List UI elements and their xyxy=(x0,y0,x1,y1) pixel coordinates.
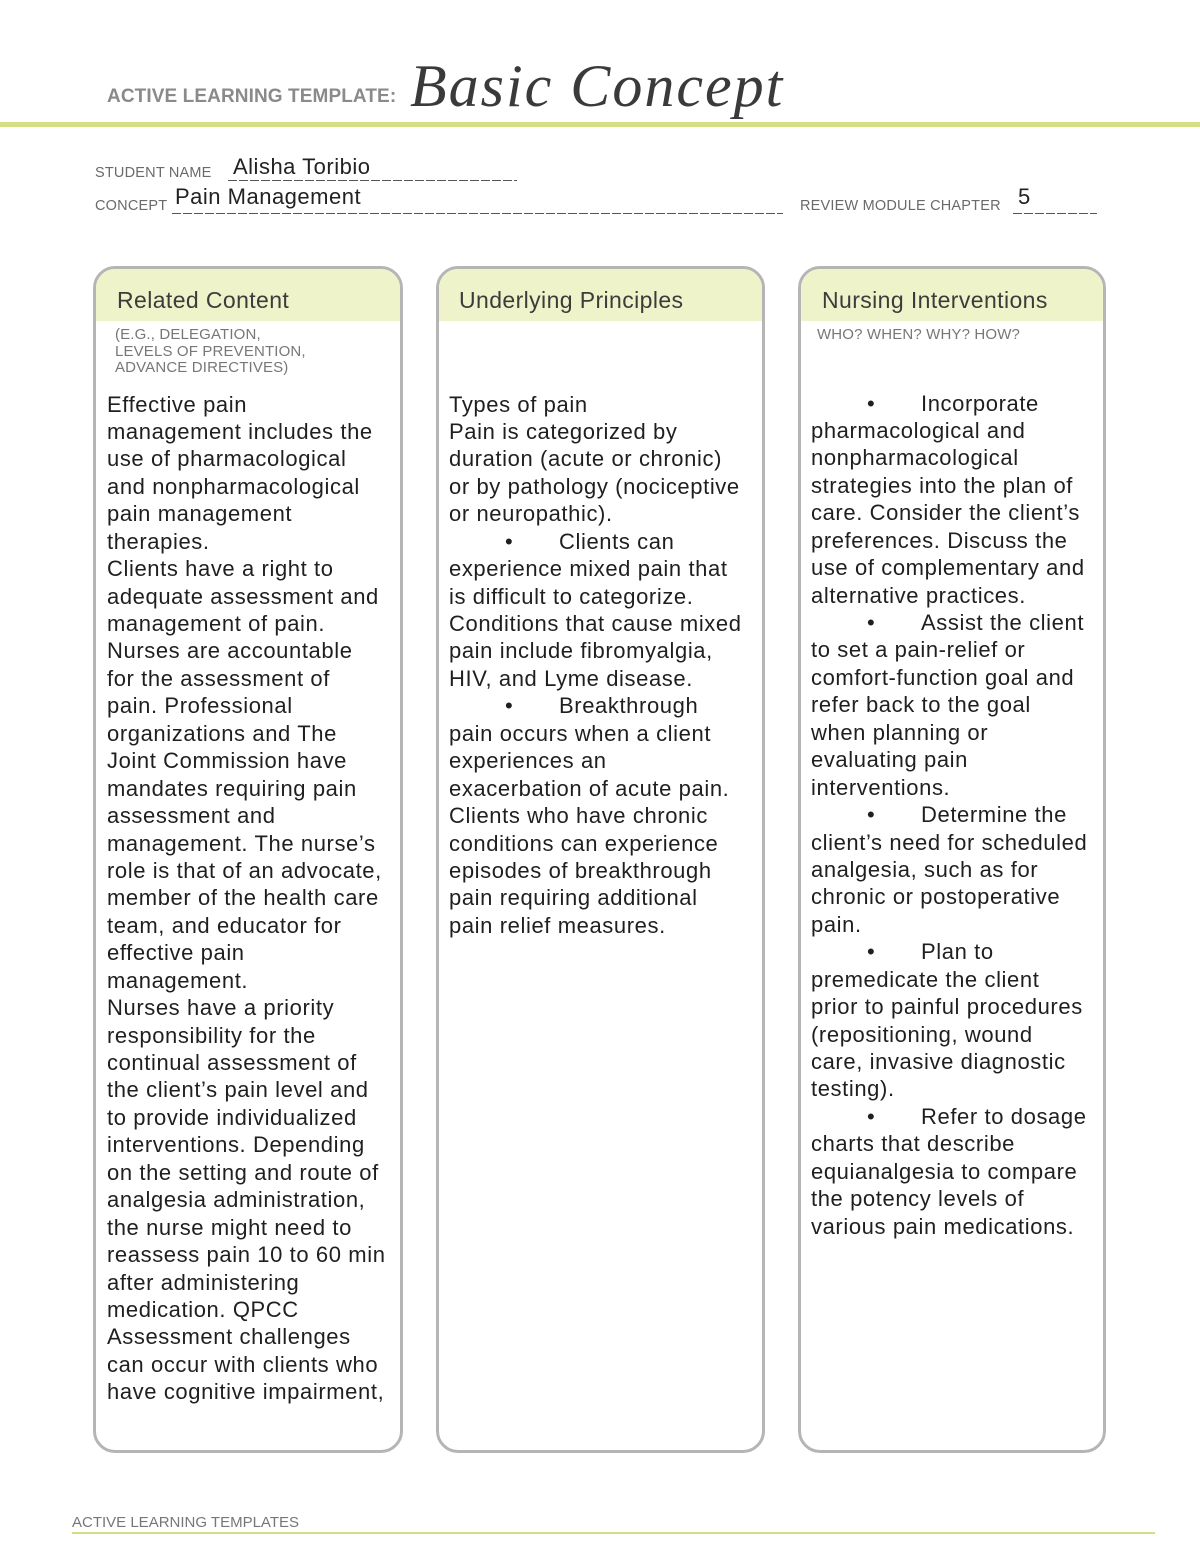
line-text: assessment and xyxy=(107,803,276,829)
review-module-chapter-underline xyxy=(1013,213,1097,214)
line-text: evaluating pain xyxy=(811,747,969,773)
line-text: conditions can experience xyxy=(449,830,719,856)
text-line xyxy=(107,857,396,884)
text-line xyxy=(449,500,758,527)
text-line xyxy=(107,1214,396,1241)
line-text: pain requiring additional xyxy=(449,885,698,911)
header-divider xyxy=(0,122,1200,127)
line-text: is difficult to categorize. xyxy=(449,583,694,609)
text-line xyxy=(811,636,1099,663)
text-line xyxy=(811,829,1099,856)
text-line xyxy=(107,967,396,994)
bullet-list-line xyxy=(449,692,758,719)
text-line xyxy=(811,527,1099,554)
line-text: Clients can xyxy=(559,528,675,554)
column-subtitle-line: WHO? WHEN? WHY? HOW? xyxy=(817,326,1021,343)
text-line xyxy=(107,912,396,939)
text-line xyxy=(449,391,758,418)
underlying-principles-body[interactable] xyxy=(449,391,758,1441)
text-line xyxy=(449,775,758,802)
line-text: or by pathology (nociceptive xyxy=(449,473,740,499)
text-line xyxy=(107,884,396,911)
text-line xyxy=(449,583,758,610)
text-line xyxy=(107,830,396,857)
line-text: on the setting and route of xyxy=(107,1159,379,1185)
text-line xyxy=(811,856,1099,883)
text-line xyxy=(449,637,758,664)
text-line xyxy=(107,1378,396,1405)
line-text: equianalgesia to compare xyxy=(811,1158,1078,1184)
line-text: Nurses have a priority xyxy=(107,995,335,1021)
nursing-interventions-column xyxy=(798,266,1106,1453)
line-text: care. Consider the client’s xyxy=(811,500,1080,526)
line-text: Plan to xyxy=(921,939,994,965)
line-text: when planning or xyxy=(811,719,989,745)
text-line xyxy=(811,554,1099,581)
line-text: the client’s pain level and xyxy=(107,1077,369,1103)
bullet-icon: • xyxy=(867,610,876,635)
line-text: experiences an xyxy=(449,748,607,774)
line-text: pain occurs when a client xyxy=(449,720,712,746)
bullet-icon: • xyxy=(867,1103,876,1129)
template-title: Basic Concept xyxy=(410,53,785,119)
line-text: responsibility for the xyxy=(107,1022,316,1048)
line-text: episodes of breakthrough xyxy=(449,857,712,883)
line-text: reassess pain 10 to 60 min xyxy=(107,1242,386,1268)
line-text: exacerbation of acute pain. xyxy=(449,775,730,801)
column-title: Related Content xyxy=(117,287,290,313)
line-text: Incorporate xyxy=(921,390,1039,416)
line-text: team, and educator for xyxy=(107,912,342,938)
student-name-underline xyxy=(228,180,517,181)
bullet-list-line xyxy=(811,1103,1099,1130)
line-text: adequate assessment and xyxy=(107,583,379,609)
line-text: duration (acute or chronic) xyxy=(449,446,722,472)
line-text: care, invasive diagnostic xyxy=(811,1049,1066,1074)
line-text: pain management xyxy=(107,501,293,527)
text-line xyxy=(107,391,396,418)
line-text: Determine the xyxy=(921,802,1067,828)
text-line xyxy=(107,1323,396,1350)
line-text: use of pharmacological xyxy=(107,446,347,472)
line-text: after administering xyxy=(107,1269,300,1295)
text-line xyxy=(811,719,1099,746)
text-line xyxy=(107,1049,396,1076)
text-line xyxy=(449,555,758,582)
text-line xyxy=(811,664,1099,691)
related-content-body[interactable] xyxy=(107,391,396,1441)
line-text: various pain medications. xyxy=(811,1213,1075,1239)
column-title: Underlying Principles xyxy=(459,287,684,313)
column-subtitle-line: ADVANCE DIRECTIVES) xyxy=(115,359,289,376)
text-line xyxy=(107,418,396,445)
line-text: management includes the xyxy=(107,418,373,444)
related-content-column xyxy=(93,266,403,1453)
bullet-list-line xyxy=(811,801,1099,828)
text-line xyxy=(107,445,396,472)
line-text: to provide individualized xyxy=(107,1104,357,1130)
text-line xyxy=(107,637,396,664)
text-line xyxy=(811,691,1099,718)
text-line xyxy=(107,1241,396,1268)
line-text: prior to painful procedures xyxy=(811,994,1083,1020)
text-line xyxy=(449,857,758,884)
text-line xyxy=(107,1296,396,1323)
text-line xyxy=(811,444,1099,471)
text-line xyxy=(107,1131,396,1158)
line-text: member of the health care xyxy=(107,885,379,911)
line-text: continual assessment of xyxy=(107,1050,357,1075)
line-text: charts that describe xyxy=(811,1131,1015,1157)
text-line xyxy=(811,417,1099,444)
line-text: analgesia administration, xyxy=(107,1187,366,1213)
column-subtitle xyxy=(817,327,1020,344)
bullet-icon: • xyxy=(867,939,876,965)
text-line xyxy=(449,747,758,774)
text-line xyxy=(449,884,758,911)
text-line xyxy=(449,720,758,747)
line-text: therapies. xyxy=(107,528,210,554)
text-line xyxy=(811,499,1099,526)
text-line xyxy=(811,472,1099,499)
review-module-chapter-field[interactable]: 5 xyxy=(1018,184,1031,209)
line-text: use of complementary and xyxy=(811,555,1085,581)
line-text: interventions. Depending xyxy=(107,1132,365,1158)
line-text: effective pain xyxy=(107,940,245,966)
text-line xyxy=(107,720,396,747)
line-text: comfort-function goal and xyxy=(811,664,1075,690)
line-text: the potency levels of xyxy=(811,1186,1025,1212)
concept-label: CONCEPT xyxy=(95,198,168,214)
text-line xyxy=(107,1269,396,1296)
text-line xyxy=(449,610,758,637)
text-line xyxy=(107,802,396,829)
bullet-list-line xyxy=(449,528,758,555)
text-line xyxy=(107,1104,396,1131)
text-line xyxy=(107,1186,396,1213)
bullet-list-line xyxy=(811,390,1099,417)
line-text: Types of pain xyxy=(449,391,588,417)
text-line xyxy=(107,1351,396,1378)
text-line xyxy=(107,1022,396,1049)
line-text: testing). xyxy=(811,1076,895,1102)
line-text: pain. xyxy=(811,911,862,937)
line-text: pharmacological and xyxy=(811,417,1026,443)
text-line xyxy=(107,775,396,802)
concept-field[interactable]: Pain Management xyxy=(175,184,362,209)
bullet-icon: • xyxy=(505,693,514,719)
line-text: Assist the client xyxy=(921,610,1085,635)
text-line xyxy=(449,665,758,692)
text-line xyxy=(107,528,396,555)
line-text: management. The nurse’s xyxy=(107,830,376,856)
student-name-field[interactable]: Alisha Toribio xyxy=(233,154,371,179)
line-text: analgesia, such as for xyxy=(811,856,1039,882)
text-line xyxy=(811,993,1099,1020)
line-text: organizations and The xyxy=(107,720,337,746)
line-text: can occur with clients who xyxy=(107,1351,379,1377)
line-text: Clients have a right to xyxy=(107,556,334,582)
line-text: for the assessment of xyxy=(107,665,330,691)
review-module-chapter-label: REVIEW MODULE CHAPTER xyxy=(800,198,1001,214)
text-line xyxy=(107,473,396,500)
text-line xyxy=(107,1076,396,1103)
text-line xyxy=(811,1213,1099,1240)
line-text: premedicate the client xyxy=(811,966,1040,992)
line-text: medication. QPCC xyxy=(107,1296,299,1322)
text-line xyxy=(449,473,758,500)
text-line xyxy=(107,994,396,1021)
line-text: interventions. xyxy=(811,774,951,800)
text-line xyxy=(811,1075,1099,1102)
line-text: pain. Professional xyxy=(107,693,293,719)
concept-underline xyxy=(172,213,783,214)
text-line xyxy=(811,1048,1099,1075)
text-line xyxy=(811,1130,1099,1157)
line-text: management. xyxy=(107,967,249,993)
nursing-interventions-body[interactable] xyxy=(811,390,1099,1441)
line-text: Pain is categorized by xyxy=(449,418,678,444)
line-text: chronic or postoperative xyxy=(811,884,1061,910)
line-text: nonpharmacological xyxy=(811,445,1019,471)
line-text: client’s need for scheduled xyxy=(811,829,1088,855)
text-line xyxy=(107,610,396,637)
line-text: Assessment challenges xyxy=(107,1324,351,1350)
text-line xyxy=(811,883,1099,910)
bullet-icon: • xyxy=(505,528,514,554)
text-line xyxy=(107,939,396,966)
line-text: Clients who have chronic xyxy=(449,803,708,829)
line-text: (repositioning, wound xyxy=(811,1021,1033,1047)
text-line xyxy=(107,692,396,719)
line-text: Nurses are accountable xyxy=(107,638,353,664)
line-text: or neuropathic). xyxy=(449,501,613,527)
line-text: HIV, and Lyme disease. xyxy=(449,665,693,691)
column-subtitle-line: (E.G., DELEGATION, xyxy=(115,326,261,343)
text-line xyxy=(811,1185,1099,1212)
template-label: ACTIVE LEARNING TEMPLATE: xyxy=(107,86,397,107)
text-line xyxy=(107,1159,396,1186)
footer-label: ACTIVE LEARNING TEMPLATES xyxy=(72,1514,299,1531)
line-text: to set a pain-relief or xyxy=(811,637,1026,663)
text-line xyxy=(811,966,1099,993)
line-text: have cognitive impairment, xyxy=(107,1379,385,1405)
line-text: refer back to the goal xyxy=(811,692,1031,718)
line-text: Effective pain xyxy=(107,391,248,417)
text-line xyxy=(811,582,1099,609)
text-line xyxy=(811,1158,1099,1185)
line-text: pain relief measures. xyxy=(449,912,666,938)
line-text: management of pain. xyxy=(107,611,326,636)
text-line xyxy=(811,774,1099,801)
text-line xyxy=(107,583,396,610)
text-line xyxy=(449,445,758,472)
text-line xyxy=(449,802,758,829)
text-line xyxy=(449,912,758,939)
line-text: Refer to dosage xyxy=(921,1103,1087,1129)
line-text: Joint Commission have xyxy=(107,748,348,774)
text-line xyxy=(107,500,396,527)
text-line xyxy=(107,665,396,692)
text-line xyxy=(811,746,1099,773)
line-text: strategies into the plan of xyxy=(811,472,1074,498)
line-text: and nonpharmacological xyxy=(107,473,360,499)
column-title: Nursing Interventions xyxy=(822,287,1048,313)
bullet-list-line xyxy=(811,938,1099,965)
text-line xyxy=(811,1021,1099,1048)
text-line xyxy=(107,747,396,774)
column-subtitle xyxy=(115,327,306,377)
line-text: Breakthrough xyxy=(559,693,699,719)
line-text: role is that of an advocate, xyxy=(107,857,382,883)
line-text: mandates requiring pain xyxy=(107,775,357,801)
line-text: the nurse might need to xyxy=(107,1214,352,1240)
text-line xyxy=(107,555,396,582)
text-line xyxy=(449,830,758,857)
bullet-icon: • xyxy=(867,390,876,416)
line-text: Conditions that cause mixed xyxy=(449,611,742,636)
underlying-principles-column xyxy=(436,266,765,1453)
text-line xyxy=(449,418,758,445)
line-text: experience mixed pain that xyxy=(449,556,728,582)
line-text: preferences. Discuss the xyxy=(811,527,1068,553)
column-subtitle-line: LEVELS OF PREVENTION, xyxy=(115,342,306,360)
student-name-label: STUDENT NAME xyxy=(95,165,212,181)
text-line xyxy=(811,911,1099,938)
footer-divider xyxy=(72,1532,1155,1534)
bullet-icon: • xyxy=(867,802,876,828)
line-text: alternative practices. xyxy=(811,582,1026,608)
bullet-list-line xyxy=(811,609,1099,636)
line-text: pain include fibromyalgia, xyxy=(449,638,713,664)
